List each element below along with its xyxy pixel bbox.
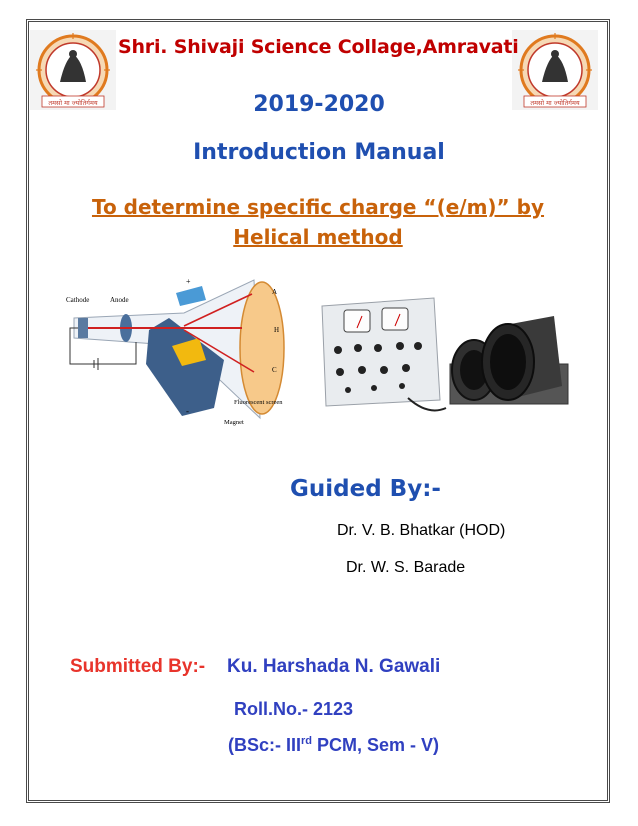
guide-name-1: Dr. V. B. Bhatkar (HOD) [337,522,506,539]
college-name: Shri. Shivaji Science Collage,Amravati [118,36,519,58]
label-anode: Anode [110,296,129,304]
seal-motto-left: तमसो मा ज्योतिर्गमय [48,99,98,107]
label-plus: + [186,277,191,286]
student-name: Ku. Harshada N. Gawali [227,656,441,677]
experiment-title-line1: To determine specific charge “(e/m)” by [91,195,545,219]
label-magnet: Magnet [224,419,244,426]
label-cathode: Cathode [66,296,90,304]
submitted-by-label: Submitted By:- [70,656,206,677]
experiment-title-line2: Helical method [233,225,403,249]
course-superscript: rd [301,735,313,747]
label-minus: - [186,406,189,416]
label-a: A [272,288,278,296]
academic-year: 2019-2020 [253,92,385,117]
label-h: H [274,326,280,334]
label-screen: Fluorescent screen [234,399,283,406]
apparatus-photo [318,288,574,422]
course-suffix: PCM, Sem - V) [312,735,440,755]
seal-motto-right: तमसो मा ज्योतिर्गमय [530,99,580,107]
course-prefix: (BSc:- III [228,735,302,755]
guided-by-heading: Guided By:- [290,476,441,502]
experiment-title [58,192,578,252]
em-tube-diagram [64,268,314,436]
roll-number: Roll.No.- 2123 [234,699,354,719]
label-c: C [272,366,277,374]
document-title: Introduction Manual [193,140,445,165]
guide-name-2: Dr. W. S. Barade [346,559,466,576]
course-info [228,735,439,756]
